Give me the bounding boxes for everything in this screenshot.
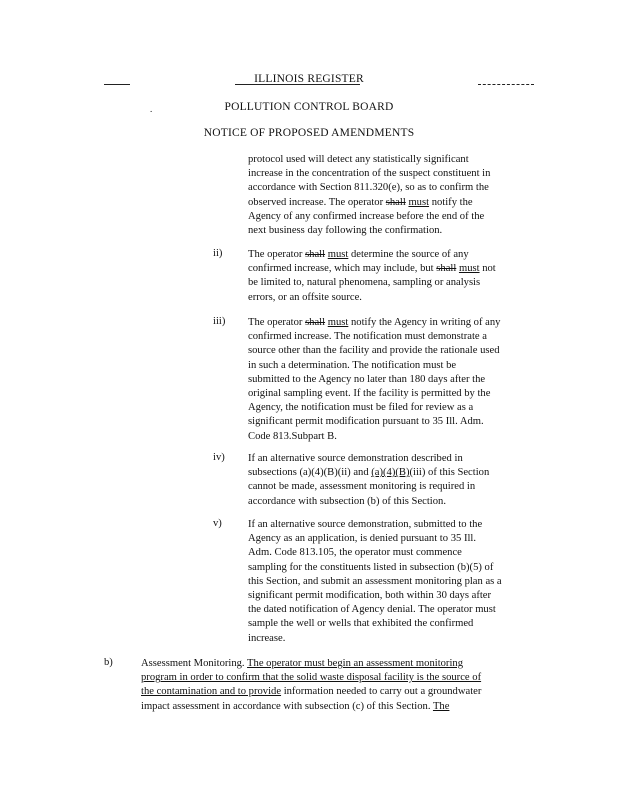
text-line: program in order to confirm that the solid waste disposal facility is the source of xyxy=(141,672,482,684)
text-line: be limited to, natural phenomena, sampling or analysis xyxy=(248,277,481,289)
paragraph-iv xyxy=(248,452,489,509)
text-line: If an alternative source demonstration, submitted to the xyxy=(248,519,483,530)
text-line: errors, or an offsite source. xyxy=(248,291,362,303)
margin-mark: . xyxy=(150,104,153,114)
text-line: next business day following the confirmation. xyxy=(248,224,443,236)
text-line: Code 813.Subpart B. xyxy=(248,430,337,442)
register-title: ILLINOIS REGISTER xyxy=(254,73,364,85)
text-line: Assessment Monitoring. The operator must begin an assessment monitoring xyxy=(141,658,463,669)
text-line: Agency of any confirmed increase before the end of the xyxy=(248,210,485,222)
section-label-b: b) xyxy=(104,657,113,668)
text-line: the contamination and to provide information needed to carry out a groundwater xyxy=(141,686,482,698)
text-line: Adm. Code 813.105, the operator must commence xyxy=(248,547,462,559)
text-line: significant permit modification pursuant to 35 Ill. Adm. xyxy=(248,416,484,428)
text-line: confirmed increase, which may include, but shall must not xyxy=(248,263,496,275)
paragraph-continuation xyxy=(248,153,490,238)
text-line: protocol used will detect any statistically significant xyxy=(248,154,469,165)
text-line: increase. xyxy=(248,632,286,644)
item-label-v: v) xyxy=(213,518,222,529)
text-line: confirmed increase. The notification must demonstrate a xyxy=(248,331,487,343)
text-line: If an alternative source demonstration described in xyxy=(248,453,463,464)
text-line: original sampling event. If the facility is permitted by the xyxy=(248,387,491,399)
item-label-iii: iii) xyxy=(213,316,226,327)
text-line: significant permit modification, both within 30 days after xyxy=(248,589,492,601)
text-line: the dated notification of Agency denial. The operator must xyxy=(248,604,496,616)
notice-title: NOTICE OF PROPOSED AMENDMENTS xyxy=(203,127,415,139)
header-rule-center xyxy=(235,84,360,85)
text-line: The operator shall must notify the Agency in writing of any xyxy=(248,317,501,328)
text-line: Agency, the notification must be filed for review as a xyxy=(248,402,474,414)
text-line: accordance with Section 811.320(e), so as to confirm the xyxy=(248,182,489,194)
text-line: accordance with subsection (b) of this Section. xyxy=(248,495,446,507)
text-line: source other than the facility and provide the rationale used xyxy=(248,345,500,357)
text-line: observed increase. The operator shall must notify the xyxy=(248,196,473,208)
text-line: this Section, and submit an assessment monitoring plan as a xyxy=(248,575,502,587)
text-line: The operator shall must determine the source of any xyxy=(248,249,469,260)
text-line: cannot be made, assessment monitoring is required in xyxy=(248,481,476,493)
text-line: in such a determination. The notification must be xyxy=(248,359,457,371)
text-line: subsections (a)(4)(B)(ii) and (a)(4)(B)(iii) of this Section xyxy=(248,467,490,479)
paragraph-ii xyxy=(248,248,496,305)
text-line: increase in the concentration of the suspect constituent in xyxy=(248,168,491,180)
paragraph-b xyxy=(141,657,481,714)
agency-title: POLLUTION CONTROL BOARD xyxy=(224,101,394,113)
text-line: sample the well or wells that exhibited the confirmed xyxy=(248,618,474,630)
header-rule-right xyxy=(478,84,534,85)
paragraph-iii xyxy=(248,316,500,444)
text-line: Agency as an application, is denied pursuant to 35 Ill. xyxy=(248,533,477,545)
header-rule-left xyxy=(104,84,130,85)
paragraph-v xyxy=(248,518,502,646)
item-label-ii: ii) xyxy=(213,248,223,259)
item-label-iv: iv) xyxy=(213,452,225,463)
text-line: sampling for the constituents listed in subsection (b)(5) of xyxy=(248,561,494,573)
text-line: submitted to the Agency no later than 180 days after the xyxy=(248,373,486,385)
text-line: impact assessment in accordance with subsection (c) of this Section. The xyxy=(141,700,450,712)
